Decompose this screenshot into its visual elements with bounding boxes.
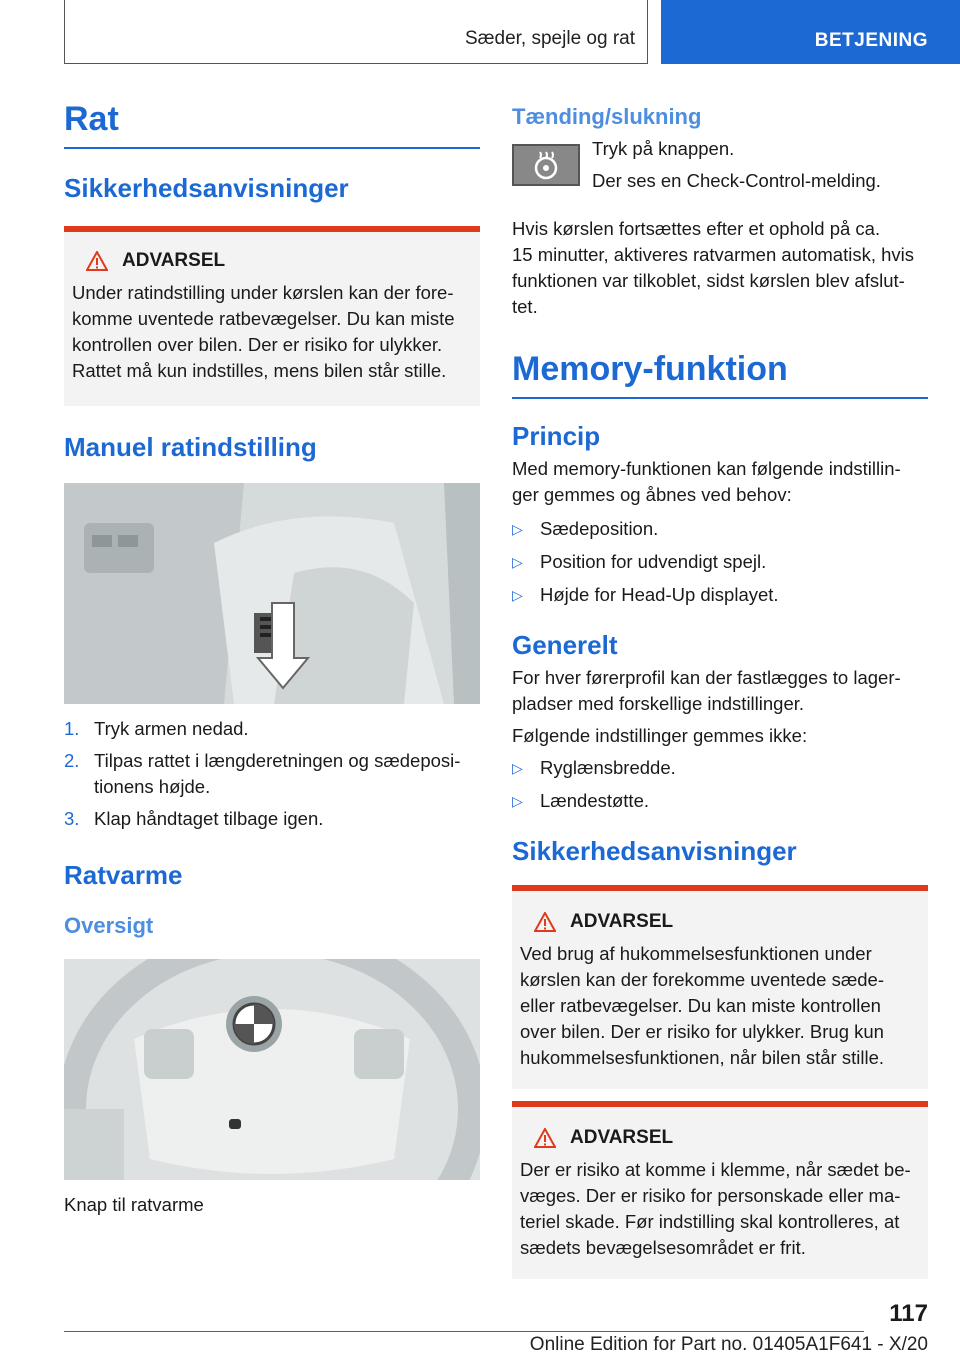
ignition-heading: Tænding/slukning: [512, 104, 702, 129]
bullet-triangle-icon: ▷: [512, 587, 523, 603]
title-rule: [64, 147, 480, 149]
principle-line: Med memory-funktionen kan følgende indstillin-: [512, 458, 901, 479]
list-item: ▷ Højde for Head-Up displayet.: [512, 582, 928, 608]
warning-line: teriel skade. Før indstilling skal kontrolleres, at: [520, 1211, 900, 1232]
steps-list: [64, 716, 480, 832]
general-list: [512, 755, 928, 814]
warning-triangle-icon: [534, 1128, 556, 1148]
warning-line: over bilen. Der er risiko for ulykker. Brug kun: [520, 1021, 884, 1042]
warning-box: [512, 885, 928, 1089]
list-item: ▷ Sædeposition.: [512, 516, 928, 542]
general-line-2: Følgende indstillinger gemmes ikke:: [512, 725, 808, 746]
figure-caption: Knap til ratvarme: [64, 1194, 204, 1215]
footer-rule: [64, 1331, 864, 1332]
general-heading: Generelt: [512, 630, 618, 660]
bullet-triangle-icon: ▷: [512, 521, 523, 537]
header-tab-label: BETJENING: [814, 30, 928, 51]
ignition-line: Tryk på knappen.: [592, 138, 735, 159]
heat-heading: Ratvarme: [64, 860, 183, 890]
header-section-title: Sæder, spejle og rat: [464, 28, 635, 49]
principle-heading: Princip: [512, 421, 601, 451]
warning-title: ADVARSEL: [122, 250, 226, 271]
list-item: ▷ Position for udvendigt spejl.: [512, 549, 928, 575]
principle-list: [512, 516, 928, 608]
warning-box: [512, 1101, 928, 1279]
warning-title: ADVARSEL: [570, 1127, 674, 1148]
ignition-line: Der ses en Check-Control-melding.: [592, 170, 881, 191]
warning-line: Under ratindstilling under kørslen kan der fore-: [72, 282, 454, 303]
overview-heading: Oversigt: [64, 913, 154, 938]
page-number: 117: [889, 1300, 928, 1327]
header-section-box: [64, 0, 648, 64]
list-item: 1. Tryk armen nedad.: [64, 718, 249, 739]
warning-triangle-icon: [534, 912, 556, 932]
manual-heading: Manuel ratindstilling: [64, 432, 317, 462]
warning-triangle-icon: [86, 251, 108, 271]
warning-line: sædets bevægelsesområdet er frit.: [520, 1237, 806, 1258]
list-item: ▷ Ryglænsbredde.: [512, 755, 928, 781]
warning-line: eller ratbevægelser. Du kan miste kontrollen: [520, 995, 881, 1016]
warning-line: komme uventede ratbevægelser. Du kan miste: [72, 308, 455, 329]
header-tab-box: [661, 0, 960, 64]
warning-line: væges. Der er risiko for personskade eller ma-: [520, 1185, 901, 1206]
page-title: Rat: [64, 100, 119, 138]
warning-line: Ved brug af hukommelsesfunktionen under: [520, 943, 872, 964]
left-column: [64, 100, 480, 1218]
memory-title: Memory-funktion: [512, 350, 788, 388]
steering-heat-button-icon: [512, 144, 580, 186]
principle-line: ger gemmes og åbnes ved behov:: [512, 484, 792, 505]
warning-line: hukommelsesfunktionen, når bilen står stille.: [520, 1047, 885, 1068]
bullet-triangle-icon: ▷: [512, 793, 523, 809]
warning-box: [64, 226, 480, 406]
warning-line: Rattet må kun indstilles, mens bilen står stille.: [72, 360, 447, 381]
steering-wheel-figure: [64, 959, 480, 1180]
warning-line: kontrollen over bilen. Der er risiko for ulykker.: [72, 334, 443, 355]
edition-text: Online Edition for Part no. 01405A1F641 - X/20: [529, 1334, 928, 1355]
steering-column-illustration: [64, 483, 480, 704]
safety-heading-2: Sikkerhedsanvisninger: [512, 836, 797, 866]
bullet-triangle-icon: ▷: [512, 554, 523, 570]
warning-title: ADVARSEL: [570, 911, 674, 932]
list-item: 3. Klap håndtaget tilbage igen.: [64, 808, 324, 829]
general-line: For hver førerprofil kan der fastlægges to lager-: [512, 667, 901, 688]
warning-line: kørslen kan der forekomme uventede sæde-: [520, 969, 885, 990]
safety-heading: Sikkerhedsanvisninger: [64, 173, 349, 203]
steering-column-figure: [64, 483, 480, 704]
general-line: pladser med forskellige indstillinger.: [512, 693, 805, 714]
list-item: ▷ Lændestøtte.: [512, 788, 928, 814]
ignition-paragraph: Hvis kørslen fortsættes efter et ophold på ca. 15 minutter, aktiveres ratvarmen automatisk, hvis funktionen var tilkoblet, sidst kørslen blev afslut- tet.: [512, 218, 915, 317]
right-column: [512, 104, 928, 1279]
bullet-triangle-icon: ▷: [512, 760, 523, 776]
warning-line: Der er risiko at komme i klemme, når sædet be-: [520, 1159, 911, 1180]
steering-wheel-illustration: [64, 959, 480, 1180]
list-item: 2. Tilpas rattet i længderetningen og sædeposi- tionens højde.: [64, 750, 461, 797]
memory-rule: [512, 397, 928, 399]
